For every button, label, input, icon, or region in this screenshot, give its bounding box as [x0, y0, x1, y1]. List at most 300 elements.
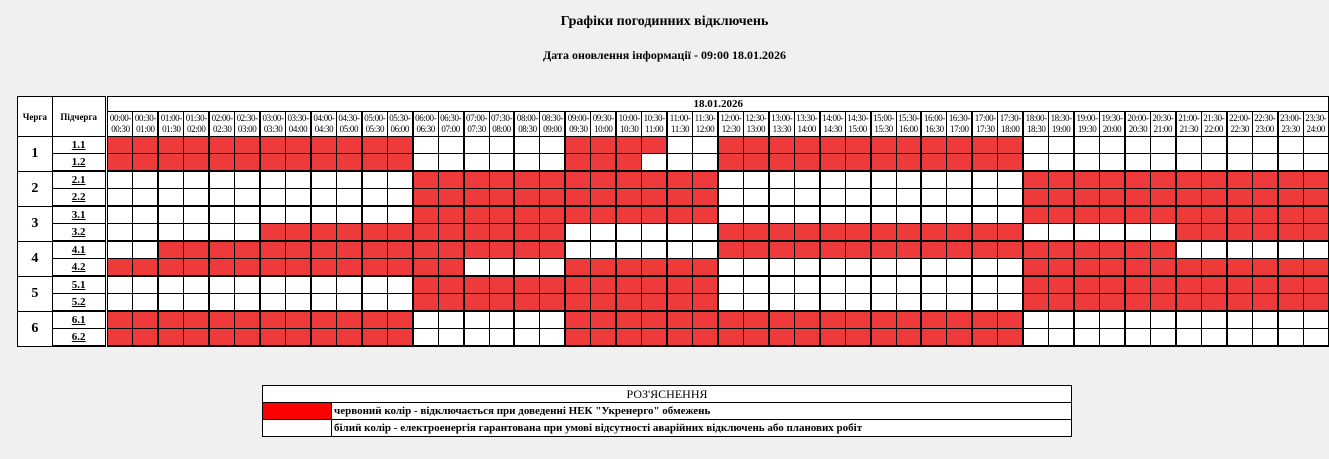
power-slot [108, 241, 133, 259]
power-slot [336, 171, 361, 189]
outage-slot [260, 259, 285, 277]
time-start: 14:30- [847, 113, 869, 123]
power-slot [667, 241, 692, 259]
power-slot [286, 294, 311, 312]
outage-slot [1252, 294, 1277, 312]
outage-slot [896, 329, 921, 347]
outage-slot [1125, 241, 1150, 259]
outage-slot [311, 224, 336, 242]
outage-slot [1074, 171, 1099, 189]
outage-slot [362, 241, 387, 259]
page-title: Графіки погодинних відключень [560, 14, 769, 29]
outage-slot [921, 241, 946, 259]
outage-slot [1049, 276, 1074, 294]
outage-slot [438, 259, 463, 277]
time-slot-header [1074, 112, 1099, 137]
outage-slot [667, 259, 692, 277]
power-slot [158, 189, 183, 207]
power-slot [260, 206, 285, 224]
power-slot [413, 311, 438, 329]
header-date: 18.01.2026 [108, 97, 1329, 112]
power-slot [438, 137, 463, 154]
outage-slot [565, 189, 590, 207]
power-slot [1176, 329, 1201, 347]
power-slot [896, 189, 921, 207]
time-slot-header [1201, 112, 1226, 137]
outage-slot [845, 241, 870, 259]
legend-red-text: червоний колір - відключається при доведенні НЕК "Укренерго" обмежень [332, 403, 1072, 420]
power-slot [871, 206, 896, 224]
time-slot-header [1023, 112, 1048, 137]
power-slot [108, 206, 133, 224]
outage-slot [693, 276, 718, 294]
time-slot-header [235, 112, 260, 137]
power-slot [693, 241, 718, 259]
power-slot [514, 259, 539, 277]
power-slot [1201, 154, 1226, 172]
outage-slot [743, 311, 768, 329]
outage-slot [1227, 276, 1252, 294]
time-start: 16:30- [948, 113, 970, 123]
power-slot [845, 276, 870, 294]
outage-slot [336, 259, 361, 277]
time-start: 03:00- [262, 113, 284, 123]
outage-slot [642, 276, 667, 294]
time-slot-header [616, 112, 641, 137]
power-slot [489, 311, 514, 329]
power-slot [1125, 311, 1150, 329]
power-slot [871, 171, 896, 189]
power-slot [1278, 241, 1303, 259]
time-start: 07:00- [466, 113, 488, 123]
outage-slot [387, 137, 412, 154]
outage-slot [1303, 276, 1328, 294]
queue-label: 1 [18, 137, 53, 172]
outage-slot [693, 206, 718, 224]
power-slot [1023, 137, 1048, 154]
outage-slot [158, 311, 183, 329]
time-start: 21:00- [1178, 113, 1200, 123]
outage-slot [438, 171, 463, 189]
power-slot [769, 276, 794, 294]
outage-schedule-table [17, 96, 1329, 347]
outage-slot [235, 329, 260, 347]
power-slot [336, 276, 361, 294]
time-end: 22:30 [1230, 124, 1249, 134]
outage-slot [921, 329, 946, 347]
outage-slot [845, 224, 870, 242]
outage-slot [591, 329, 616, 347]
time-slot-header [998, 112, 1023, 137]
time-slot-header [1049, 112, 1074, 137]
outage-slot [667, 311, 692, 329]
outage-slot [871, 224, 896, 242]
outage-slot [336, 329, 361, 347]
outage-slot [336, 224, 361, 242]
time-end: 06:00 [390, 124, 410, 134]
subqueue-label: 1.2 [52, 154, 105, 172]
power-slot [820, 171, 845, 189]
outage-slot [260, 137, 285, 154]
time-end: 19:30 [1077, 124, 1097, 134]
outage-slot [108, 329, 133, 347]
outage-slot [1176, 224, 1201, 242]
power-slot [1023, 224, 1048, 242]
header-queue: Черга [18, 97, 53, 137]
power-slot [921, 259, 946, 277]
outage-slot [286, 154, 311, 172]
outage-slot [769, 241, 794, 259]
power-slot [1278, 329, 1303, 347]
power-slot [387, 276, 412, 294]
power-slot [1049, 311, 1074, 329]
power-slot [438, 311, 463, 329]
legend-white-swatch [263, 420, 332, 437]
outage-slot [311, 154, 336, 172]
outage-slot [565, 137, 590, 154]
power-slot [947, 189, 972, 207]
outage-slot [286, 137, 311, 154]
time-start: 04:30- [338, 113, 360, 123]
outage-slot [1278, 224, 1303, 242]
header-subqueue: Підчерга [52, 97, 105, 137]
outage-slot [693, 189, 718, 207]
outage-slot [1125, 259, 1150, 277]
outage-slot [1023, 294, 1048, 312]
outage-slot [820, 224, 845, 242]
power-slot [1227, 241, 1252, 259]
power-slot [413, 137, 438, 154]
power-slot [514, 329, 539, 347]
time-end: 15:30 [874, 124, 893, 134]
power-slot [591, 241, 616, 259]
power-slot [769, 259, 794, 277]
power-slot [1100, 224, 1125, 242]
power-slot [1252, 329, 1277, 347]
power-slot [311, 206, 336, 224]
time-start: 19:00- [1076, 113, 1098, 123]
outage-slot [845, 137, 870, 154]
outage-slot [514, 171, 539, 189]
power-slot [1074, 137, 1099, 154]
outage-slot [413, 294, 438, 312]
outage-slot [489, 206, 514, 224]
time-end: 14:00 [797, 124, 817, 134]
outage-slot [947, 224, 972, 242]
power-slot [1278, 311, 1303, 329]
outage-slot [1100, 206, 1125, 224]
outage-slot [794, 329, 819, 347]
outage-slot [311, 311, 336, 329]
outage-slot [184, 259, 209, 277]
outage-slot [387, 241, 412, 259]
outage-slot [1278, 276, 1303, 294]
power-slot [1100, 137, 1125, 154]
power-slot [921, 206, 946, 224]
power-slot [1176, 154, 1201, 172]
outage-slot [1125, 171, 1150, 189]
power-slot [1100, 154, 1125, 172]
outage-slot [286, 329, 311, 347]
outage-slot [667, 206, 692, 224]
power-slot [133, 276, 158, 294]
outage-slot [362, 311, 387, 329]
power-slot [184, 206, 209, 224]
outage-slot [540, 224, 565, 242]
outage-slot [871, 311, 896, 329]
power-slot [209, 224, 234, 242]
time-slot-header [845, 112, 870, 137]
power-slot [387, 171, 412, 189]
outage-slot [1150, 206, 1175, 224]
power-slot [1201, 137, 1226, 154]
time-start: 22:00- [1229, 113, 1251, 123]
outage-slot [1100, 276, 1125, 294]
time-end: 18:00 [1001, 124, 1020, 134]
outage-slot [108, 311, 133, 329]
time-end: 02:00 [187, 124, 206, 134]
outage-slot [616, 259, 641, 277]
outage-slot [108, 259, 133, 277]
outage-slot [1023, 206, 1048, 224]
time-end: 13:00 [746, 124, 766, 134]
time-end: 09:30 [569, 124, 588, 134]
time-start: 05:00- [364, 113, 386, 123]
power-slot [896, 171, 921, 189]
power-slot [794, 189, 819, 207]
time-slot-header [1176, 112, 1201, 137]
power-slot [769, 189, 794, 207]
outage-slot [616, 206, 641, 224]
queue-label: 4 [18, 241, 53, 276]
power-slot [184, 171, 209, 189]
power-slot [820, 276, 845, 294]
power-slot [921, 276, 946, 294]
power-slot [362, 189, 387, 207]
outage-slot [1176, 206, 1201, 224]
outage-slot [1227, 294, 1252, 312]
outage-slot [972, 224, 997, 242]
outage-slot [972, 329, 997, 347]
outage-slot [1074, 206, 1099, 224]
outage-slot [260, 329, 285, 347]
outage-slot [1100, 171, 1125, 189]
time-slot-header [108, 112, 133, 137]
outage-slot [413, 189, 438, 207]
power-slot [1227, 311, 1252, 329]
power-slot [871, 294, 896, 312]
outage-slot [464, 241, 489, 259]
power-slot [972, 276, 997, 294]
outage-slot [438, 189, 463, 207]
power-slot [1074, 154, 1099, 172]
outage-slot [1176, 259, 1201, 277]
time-end: 03:00 [237, 124, 257, 134]
outage-slot [1049, 189, 1074, 207]
outage-slot [1125, 294, 1150, 312]
outage-slot [591, 259, 616, 277]
power-slot [235, 294, 260, 312]
power-slot [718, 171, 743, 189]
time-slot-header [820, 112, 845, 137]
time-slot-header [1252, 112, 1277, 137]
outage-slot [693, 259, 718, 277]
time-start: 11:00- [669, 113, 691, 123]
power-slot [1125, 137, 1150, 154]
outage-slot [438, 241, 463, 259]
power-slot [1049, 137, 1074, 154]
time-start: 12:00- [720, 113, 742, 123]
outage-slot [387, 311, 412, 329]
time-start: 05:30- [389, 113, 411, 123]
power-slot [845, 206, 870, 224]
outage-slot [158, 137, 183, 154]
outage-slot [1100, 241, 1125, 259]
time-slot-header [438, 112, 463, 137]
queue-label: 6 [18, 311, 53, 346]
outage-slot [133, 137, 158, 154]
time-start: 01:30- [185, 113, 207, 123]
outage-slot [845, 311, 870, 329]
time-start: 08:30- [541, 113, 563, 123]
power-slot [540, 154, 565, 172]
power-slot [540, 137, 565, 154]
power-slot [464, 137, 489, 154]
time-end: 16:00 [899, 124, 918, 134]
outage-slot [1150, 171, 1175, 189]
outage-slot [1074, 276, 1099, 294]
power-slot [413, 154, 438, 172]
time-start: 11:30- [694, 113, 716, 123]
time-slot-header [896, 112, 921, 137]
power-slot [947, 171, 972, 189]
outage-slot [820, 154, 845, 172]
outage-slot [1125, 189, 1150, 207]
outage-slot [998, 224, 1023, 242]
power-slot [286, 206, 311, 224]
outage-slot [362, 137, 387, 154]
power-slot [565, 224, 590, 242]
power-slot [489, 329, 514, 347]
power-slot [1176, 241, 1201, 259]
outage-slot [667, 171, 692, 189]
outage-slot [591, 294, 616, 312]
power-slot [133, 224, 158, 242]
power-slot [540, 259, 565, 277]
outage-slot [1150, 294, 1175, 312]
outage-slot [642, 206, 667, 224]
outage-slot [1278, 294, 1303, 312]
power-slot [540, 311, 565, 329]
time-end: 23:00 [1255, 124, 1274, 134]
power-slot [1074, 224, 1099, 242]
outage-slot [184, 241, 209, 259]
power-slot [1201, 329, 1226, 347]
outage-slot [108, 154, 133, 172]
outage-slot [1278, 189, 1303, 207]
outage-slot [413, 206, 438, 224]
power-slot [235, 189, 260, 207]
outage-slot [947, 241, 972, 259]
outage-slot [209, 311, 234, 329]
outage-slot [133, 311, 158, 329]
power-slot [108, 294, 133, 312]
time-end: 01:00 [136, 124, 155, 134]
outage-slot [336, 137, 361, 154]
time-end: 04:00 [288, 124, 308, 134]
power-slot [1150, 154, 1175, 172]
time-slot-header [336, 112, 361, 137]
power-slot [1125, 224, 1150, 242]
power-slot [108, 189, 133, 207]
power-slot [1303, 311, 1328, 329]
outage-slot [947, 137, 972, 154]
time-start: 00:00- [109, 113, 131, 123]
outage-slot [158, 259, 183, 277]
power-slot [794, 294, 819, 312]
time-slot-header [184, 112, 209, 137]
power-slot [158, 276, 183, 294]
outage-slot [413, 224, 438, 242]
time-slot-header [1100, 112, 1125, 137]
time-slot-header [362, 112, 387, 137]
outage-slot [845, 329, 870, 347]
time-slot-header [591, 112, 616, 137]
outage-slot [743, 224, 768, 242]
outage-slot [464, 206, 489, 224]
outage-slot [693, 311, 718, 329]
time-start: 12:30- [745, 113, 767, 123]
power-slot [413, 329, 438, 347]
power-slot [1227, 137, 1252, 154]
power-slot [158, 206, 183, 224]
outage-slot [565, 276, 590, 294]
outage-slot [921, 311, 946, 329]
power-slot [184, 276, 209, 294]
time-end: 01:30 [162, 124, 181, 134]
outage-slot [616, 294, 641, 312]
outage-slot [871, 154, 896, 172]
time-slot-header [209, 112, 234, 137]
outage-slot [464, 276, 489, 294]
power-slot [616, 241, 641, 259]
power-slot [311, 294, 336, 312]
outage-slot [514, 241, 539, 259]
power-slot [260, 171, 285, 189]
power-slot [642, 241, 667, 259]
power-slot [845, 189, 870, 207]
power-slot [998, 294, 1023, 312]
outage-slot [1201, 224, 1226, 242]
time-end: 08:00 [492, 124, 511, 134]
outage-slot [947, 329, 972, 347]
outage-slot [489, 224, 514, 242]
outage-slot [896, 311, 921, 329]
power-slot [820, 259, 845, 277]
outage-slot [209, 154, 234, 172]
power-slot [667, 224, 692, 242]
power-slot [336, 206, 361, 224]
time-slot-header [743, 112, 768, 137]
power-slot [311, 189, 336, 207]
power-slot [871, 189, 896, 207]
time-end: 23:30 [1281, 124, 1300, 134]
outage-slot [1074, 241, 1099, 259]
outage-slot [998, 154, 1023, 172]
outage-slot [158, 329, 183, 347]
outage-slot [438, 224, 463, 242]
time-slot-header [260, 112, 285, 137]
